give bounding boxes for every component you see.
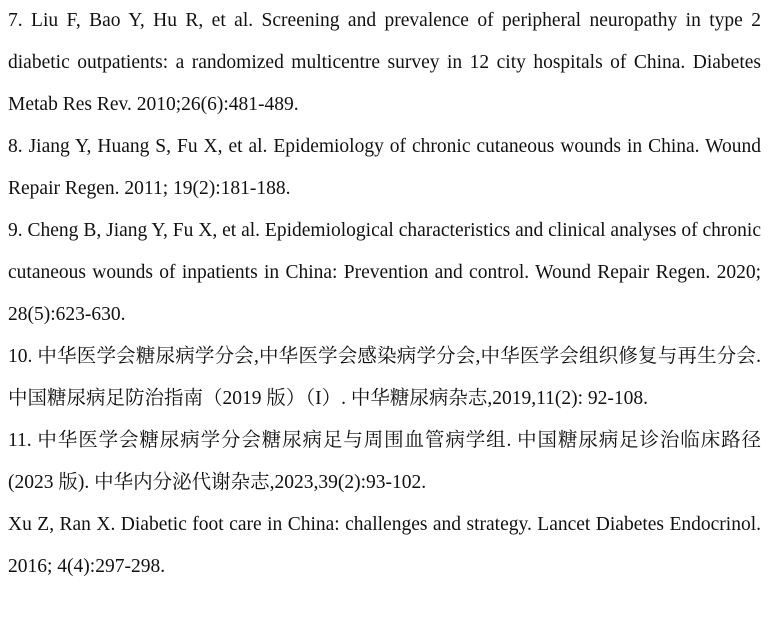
reference-item-9: 9. Cheng B, Jiang Y, Fu X, et al. Epidemiological characteristics and clinical analyses of chronic cutaneous wounds of inpatients in China: Prevention and control. Wound Repair Regen. 2020; 28(5):623-630. [8,220,761,325]
reference-item-11: 11. 中华医学会糖尿病学分会糖尿病足与周围血管病学组. 中国糖尿病足诊治临床路径(2023 版). 中华内分泌代谢杂志,2023,39(2):93-102. [8,430,761,493]
reference-item-7: 7. Liu F, Bao Y, Hu R, et al. Screening and prevalence of peripheral neuropathy in type 2 diabetic outpatients: a randomized multicentre survey in 12 city hospitals of China. Diabetes Metab Res Rev. 2010;26(6):481-489. [8,10,761,115]
reference-item-8: 8. Jiang Y, Huang S, Fu X, et al. Epidemiology of chronic cutaneous wounds in China. Wound Repair Regen. 2011; 19(2):181-188. [8,136,761,199]
reference-item-10: 10. 中华医学会糖尿病学分会,中华医学会感染病学分会,中华医学会组织修复与再生分会. 中国糖尿病足防治指南（2019 版）（I）. 中华糖尿病杂志,2019,11(2): 92-108. [8,346,761,409]
reference-item-xu-ran: Xu Z, Ran X. Diabetic foot care in China: challenges and strategy. Lancet Diabetes Endocrinol. 2016; 4(4):297-298. [8,514,761,577]
reference-list [8,0,761,588]
